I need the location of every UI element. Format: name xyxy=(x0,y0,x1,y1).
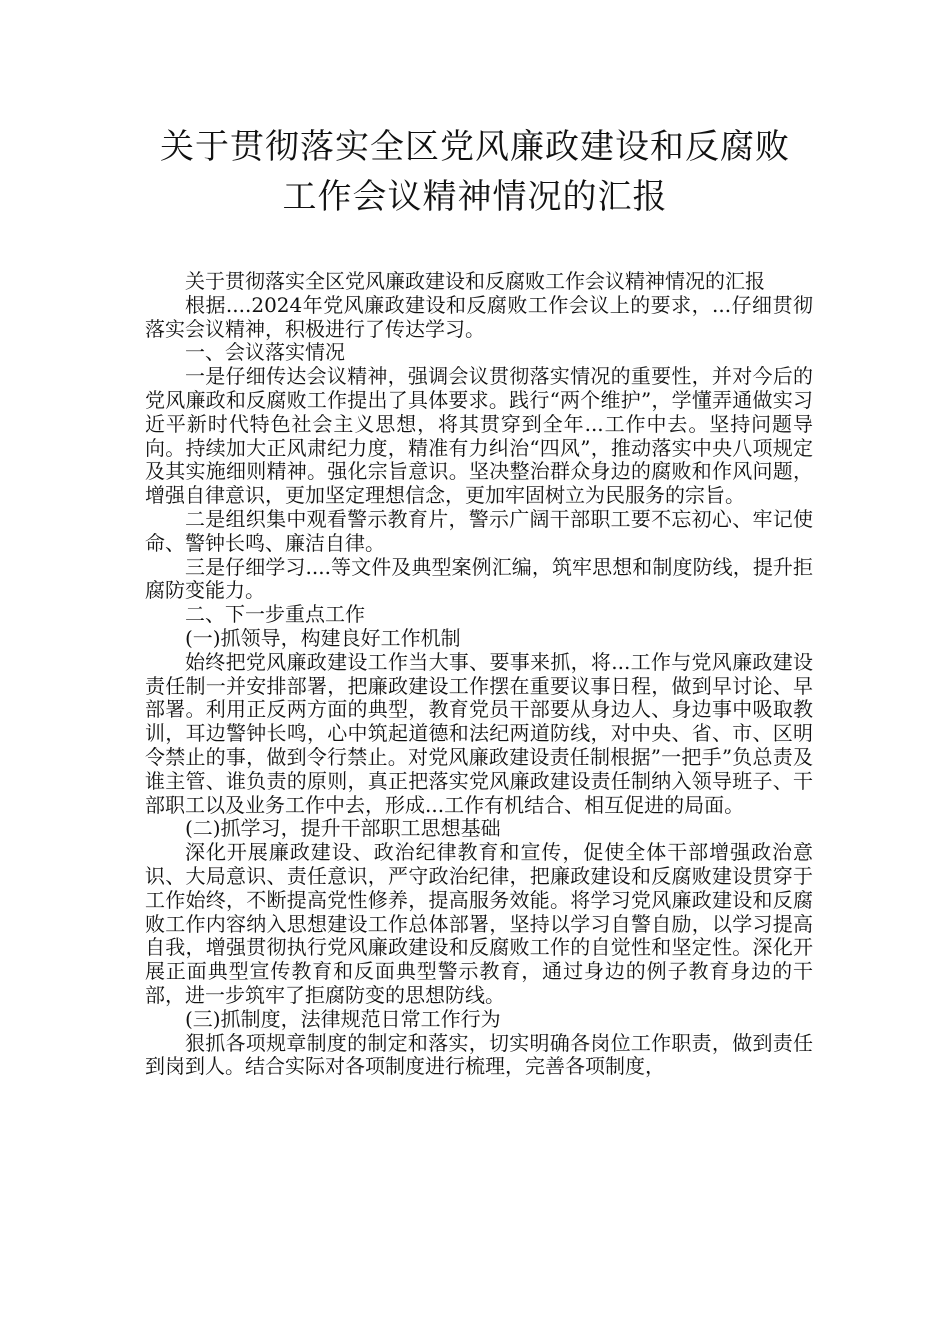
document-body xyxy=(145,270,813,1079)
body-paragraph-leadership: 始终把党风廉政建设工作当大事、要事来抓，将...工作与党风廉政建设责任制一并安排部署，把廉政建设工作摆在重要议事日程，做到早讨论、早部署。利用正反两方面的典型，教育党员干部要从身边人、身边事中吸取教训，耳边警钟长鸣，心中筑起道德和法纪两道防线，对中央、省、市、区明令禁止的事，做到令行禁止。对党风廉政建设责任制根据”一把手”负总责及谁主管、谁负责的原则，真正把落实党风廉政建设责任制纳入领导班子、干部职工以及业务工作中去，形成...工作有机结合、相互促进的局面。 xyxy=(145,649,813,817)
section-heading-2: 二、下一步重点工作 xyxy=(185,602,365,627)
section-heading-1: 一、会议落实情况 xyxy=(185,340,345,365)
body-paragraph-second-point: 二是组织集中观看警示教育片，警示广阔干部职工要不忘初心、牢记使命、警钟长鸣、廉洁自律。 xyxy=(145,506,813,555)
body-paragraph-report-name: 关于贯彻落实全区党风廉政建设和反腐败工作会议精神情况的汇报 xyxy=(185,269,765,293)
title-line-2: 工作会议精神情况的汇报 xyxy=(282,177,668,217)
body-paragraph-study: 深化开展廉政建设、政治纪律教育和宣传，促使全体干部增强政治意识、大局意识、责任意识，严守政治纪律，把廉政建设和反腐败建设贯穿于工作始终，不断提高党性修养，提高服务效能。将学习党风廉政建设和反腐败工作内容纳入思想建设工作总体部署，坚持以学习自警自励，以学习提高自我，增强贯彻执行党风廉政建设和反腐败工作的自觉性和坚定性。深化开展正面典型宣传教育和反面典型警示教育，通过身边的例子教育身边的干部，进一步筑牢了拒腐防变的思想防线。 xyxy=(145,840,813,1007)
subsection-heading-leadership: (一)抓领导，构建良好工作机制 xyxy=(185,625,461,650)
document-title xyxy=(80,122,870,222)
body-paragraph-system: 狠抓各项规章制度的制定和落实，切实明确各岗位工作职责，做到责任到岗到人。结合实际对各项制度进行梳理，完善各项制度， xyxy=(145,1030,813,1079)
body-paragraph-intro: 根据....2024年党风廉政建设和反腐败工作会议上的要求，...仔细贯彻落实会议精神，积极进行了传达学习。 xyxy=(145,292,813,341)
body-paragraph-first-point: 一是仔细传达会议精神，强调会议贯彻落实情况的重要性，并对今后的党风廉政和反腐败工作提出了具体要求。践行“两个维护”，学懂弄通做实习近平新时代特色社会主义思想，将其贯穿到全年...工作中去。坚持问题导向。持续加大正风肃纪力度，精准有力纠治“四风”，推动落实中央八项规定及其实施细则精神。强化宗旨意识。坚决整治群众身边的腐败和作风问题，增强自律意识，更加坚定理想信念，更加牢固树立为民服务的宗旨。 xyxy=(145,364,813,508)
subsection-heading-study: (二)抓学习，提升干部职工思想基础 xyxy=(185,816,501,841)
body-paragraph-third-point: 三是仔细学习....等文件及典型案例汇编，筑牢思想和制度防线，提升拒腐防变能力。 xyxy=(145,554,813,603)
title-line-1: 关于贯彻落实全区党风廉政建设和反腐败 xyxy=(160,127,790,167)
subsection-heading-system: (三)抓制度，法律规范日常工作行为 xyxy=(185,1006,501,1031)
